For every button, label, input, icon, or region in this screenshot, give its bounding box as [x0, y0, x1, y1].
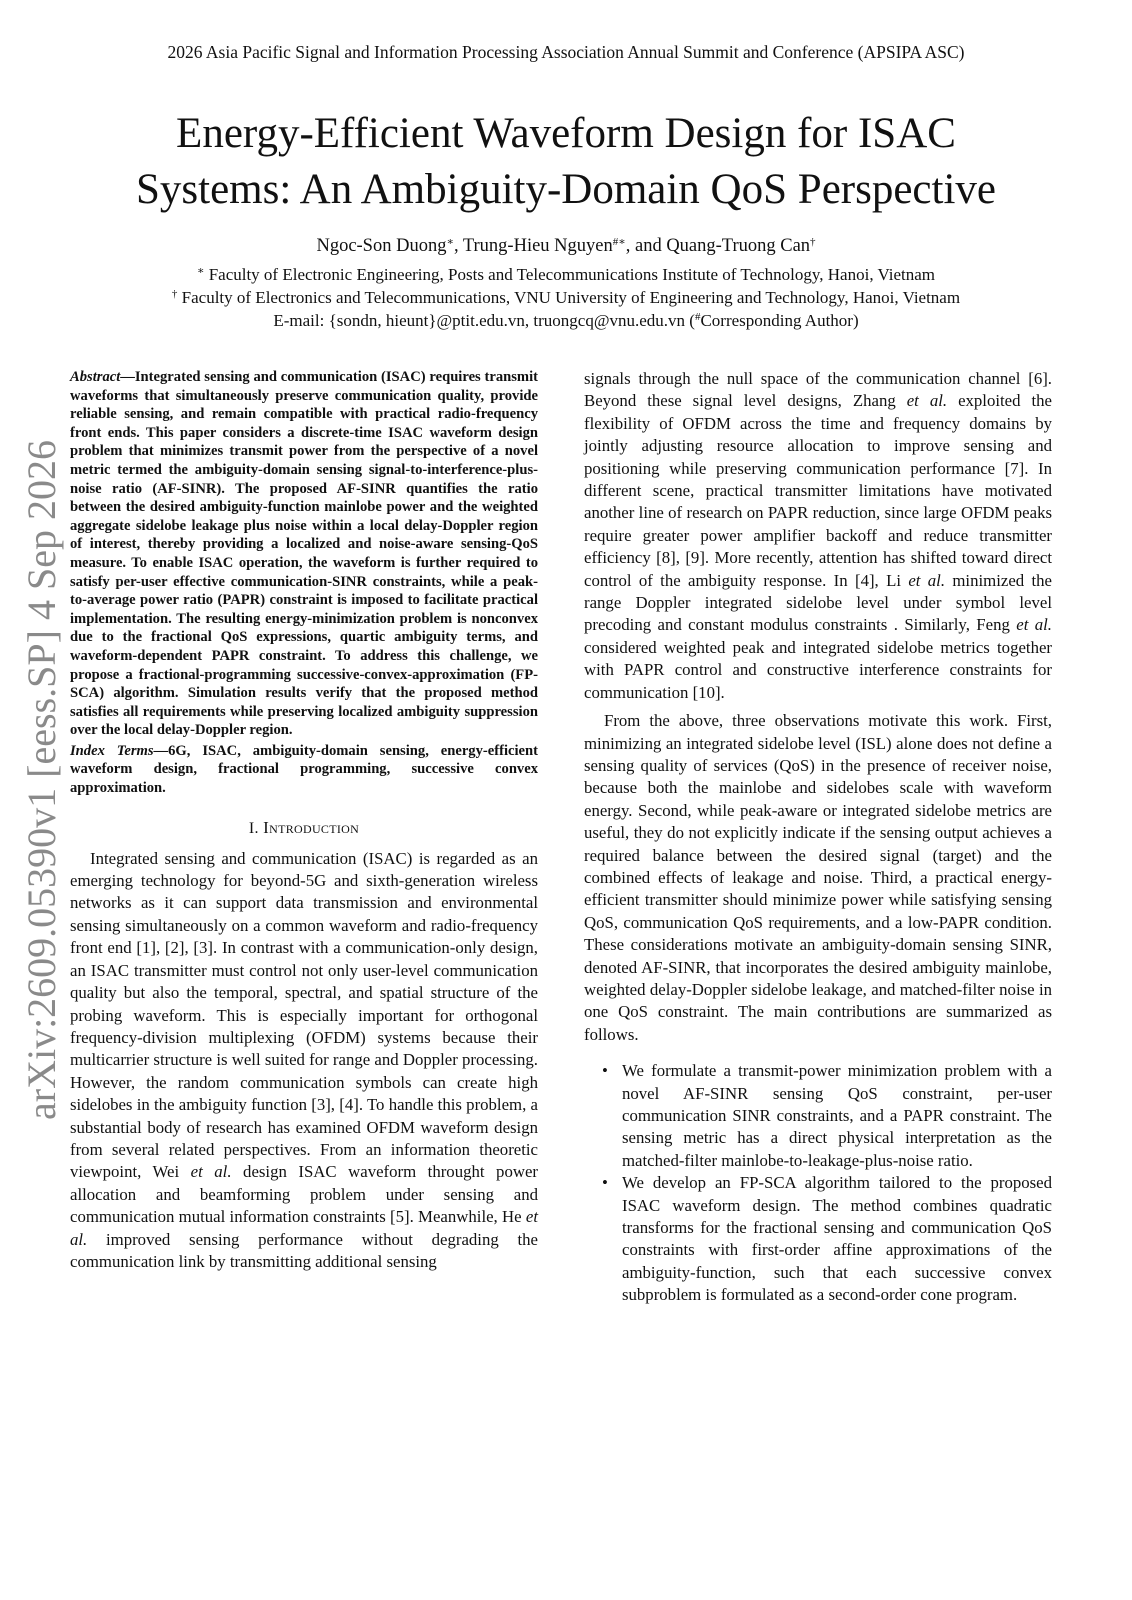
affiliation-1-text: Faculty of Electronic Engineering, Posts and Telecommunications Institute of Technology, Hanoi, Vietnam	[204, 265, 936, 284]
abstract-label: Abstract	[70, 369, 121, 385]
intro-paragraph-1	[70, 848, 538, 1274]
email-line	[0, 311, 1132, 331]
bullet-glyph: •	[602, 1061, 608, 1081]
abstract	[70, 368, 538, 740]
author-3: , and Quang-Truong Can	[625, 236, 811, 256]
affiliation-1	[0, 265, 1132, 285]
contributions-list	[584, 1060, 1052, 1306]
author-1-mark: ∗	[446, 236, 454, 248]
intro-text-1: Integrated sensing and communication (ISAC) is regarded as an emerging technology for beyond-5G and sixth-generation wireless networks as it can support data transmission and environmental sensing simultaneously on a common waveform and radio-frequency front end [1], [2], [3]. In contrast with a communication-only design, an ISAC transmitter must control not only user-level communication quality but also the temporal, spectral, and spatial structure of the probing waveform. This is especially important for orthogonal frequency-division multiplexing (OFDM) systems because their multicarrier structure is well suited for range and Doppler processing. However, the random communication symbols can create high sidelobes in the ambiguity function [3], [4]. To handle this problem, a substantial body of research has examined OFDM waveform design from several related perspectives. From an information theoretic viewpoint, Wei	[70, 848, 538, 1182]
affiliation-1-mark: ∗	[196, 265, 205, 277]
intro-text-3: improved sensing performance without degrading the communication link by transmitting additional sensing	[70, 1229, 538, 1271]
right-text-3: minimized the range Doppler integrated sidelobe level under symbol level precoding and constant modulus constraints . Similarly, Feng	[584, 570, 1052, 635]
right-text-2: exploited the flexibility of OFDM across the time and frequency domains by jointly adjusting resource allocation to improve sensing and positioning while preserving communication performance [7]. In different scene, practical transmitter limitations have motivated another line of research on PAPR reduction, since large OFDM peaks require greater power amplifier backoff and reduce transmitter efficiency [8], [9]. More recently, attention has shifted toward direct control of the ambiguity response. In [4], Li	[584, 391, 1052, 590]
intro-paragraph-1-continued	[584, 368, 1052, 704]
contribution-item-2	[584, 1172, 1052, 1306]
intro-etal-1: et al.	[190, 1162, 232, 1182]
right-column	[584, 368, 1052, 1307]
author-2: , Trung-Hieu Nguyen	[453, 236, 613, 256]
right-etal-2: et al.	[908, 570, 946, 590]
email-text: E-mail: {sondn, hieunt}@ptit.edu.vn, truongcq@vnu.edu.vn (	[273, 311, 695, 330]
contribution-item-1	[584, 1060, 1052, 1172]
intro-text-2: design ISAC waveform throught power allocation and beamforming problem under sensing and communication mutual information constraints [5]. Meanwhile, He	[70, 1162, 538, 1227]
abstract-text: —Integrated sensing and communication (ISAC) requires transmit waveforms that simultaneously preserve communication quality, provide reliable sensing, and remain compatible with practical radio-frequency front ends. This paper considers a discrete-time ISAC waveform design problem that minimizes transmit power from the perspective of a novel metric termed the ambiguity-domain sensing signal-to-interference-plus-noise ratio (AF-SINR). The proposed AF-SINR quantifies the ratio between the desired ambiguity-function mainlobe power and the weighted aggregate sidelobe leakage plus noise within a local delay-Doppler region of interest, thereby providing a localized and noise-aware sensing-QoS measure. To enable ISAC operation, the waveform is further required to satisfy per-user effective communication-SINR constraints, while a peak-to-average power ratio (PAPR) constraint is imposed to facilitate practical implementation. The resulting energy-minimization problem is nonconvex due to the fractional QoS expressions, quartic ambiguity terms, and waveform-dependent PAPR constraint. To address this challenge, we propose a fractional-programming successive-convex-approximation (FP-SCA) algorithm. Simulation results verify that the proposed method satisfies all requirements while preserving localized ambiguity suppression over the local delay-Doppler region.	[70, 369, 538, 739]
index-terms-label: Index Terms	[70, 742, 154, 759]
author-1: Ngoc-Son Duong	[316, 236, 447, 256]
index-terms	[70, 742, 538, 798]
section-number: I.	[248, 819, 264, 837]
right-text-1: signals through the null space of the communication channel [6]. Beyond these signal level designs, Zhang	[584, 369, 1052, 411]
right-etal-3: et al.	[1016, 615, 1053, 635]
title-line-2: Systems: An Ambiguity-Domain QoS Perspective	[136, 166, 996, 213]
left-column	[70, 368, 538, 1273]
paper-title	[60, 106, 1072, 218]
right-etal-1: et al.	[906, 391, 948, 411]
section-name: Introduction	[263, 817, 360, 837]
index-terms-text: —6G, ISAC, ambiguity-domain sensing, energy-efficient waveform design, fractional programming, successive convex approximation.	[70, 742, 538, 797]
title-line-1: Energy-Efficient Waveform Design for ISAC	[176, 110, 956, 157]
contribution-text-2: We develop an FP-SCA algorithm tailored to the proposed ISAC waveform design. The method combines quadratic transforms for the fractional sensing and communication QoS constraints with first-order affine approximations of the ambiguity-function, such that each successive convex subproblem is formulated as a second-order cone program.	[622, 1173, 1052, 1305]
right-text-4: considered weighted peak and integrated sidelobe metrics together with PAPR control and constructive interference constraints for communication [10].	[584, 637, 1052, 702]
corresponding-text: Corresponding Author)	[700, 311, 859, 330]
bullet-glyph: •	[602, 1173, 608, 1193]
conference-header: 2026 Asia Pacific Signal and Information Processing Association Annual Summit and Conference (APSIPA ASC)	[167, 42, 965, 62]
motivation-paragraph: From the above, three observations motivate this work. First, minimizing an integrated sidelobe level (ISL) alone does not define a sensing quality of services (QoS) in the presence of receiver noise, because both the mainlobe and sidelobes scale with waveform energy. Second, while peak-aware or integrated sidelobe metrics are useful, they do not explicitly indicate if the sensing output achieves a required balance between the desired signal (target) and the combined effects of leakage and noise. Third, a practical energy-efficient transmitter should minimize power while satisfying sensing QoS, communication QoS requirements, and a low-PAPR condition. These considerations motivate an ambiguity-domain sensing SINR, denoted AF-SINR, that incorporates the desired ambiguity mainlobe, weighted delay-Doppler sidelobe leakage, and matched-filter noise in one QoS constraint. The main contributions are summarized as follows.	[584, 711, 1052, 1044]
author-list	[0, 236, 1132, 257]
author-2-mark: #∗	[612, 236, 626, 248]
contribution-text-1: We formulate a transmit-power minimization problem with a novel AF-SINR sensing QoS constraint, per-user communication SINR constraints, and a PAPR constraint. The sensing metric has a direct physical interpretation as the matched-filter mainlobe-to-leakage-plus-noise ratio.	[622, 1061, 1052, 1170]
intro-etal-2: et al.	[70, 1207, 538, 1249]
author-3-mark: †	[810, 236, 816, 248]
affiliation-2	[0, 288, 1132, 308]
affiliation-2-mark: †	[171, 288, 178, 300]
arxiv-watermark: arXiv:2609.05390v1 [eess.SP] 4 Sep 2026	[19, 440, 64, 1120]
affiliation-2-text: Faculty of Electronics and Telecommunications, VNU University of Engineering and Technology, Hanoi, Vietnam	[177, 288, 961, 307]
corresponding-mark: #	[694, 311, 701, 323]
section-heading-introduction	[70, 818, 538, 838]
